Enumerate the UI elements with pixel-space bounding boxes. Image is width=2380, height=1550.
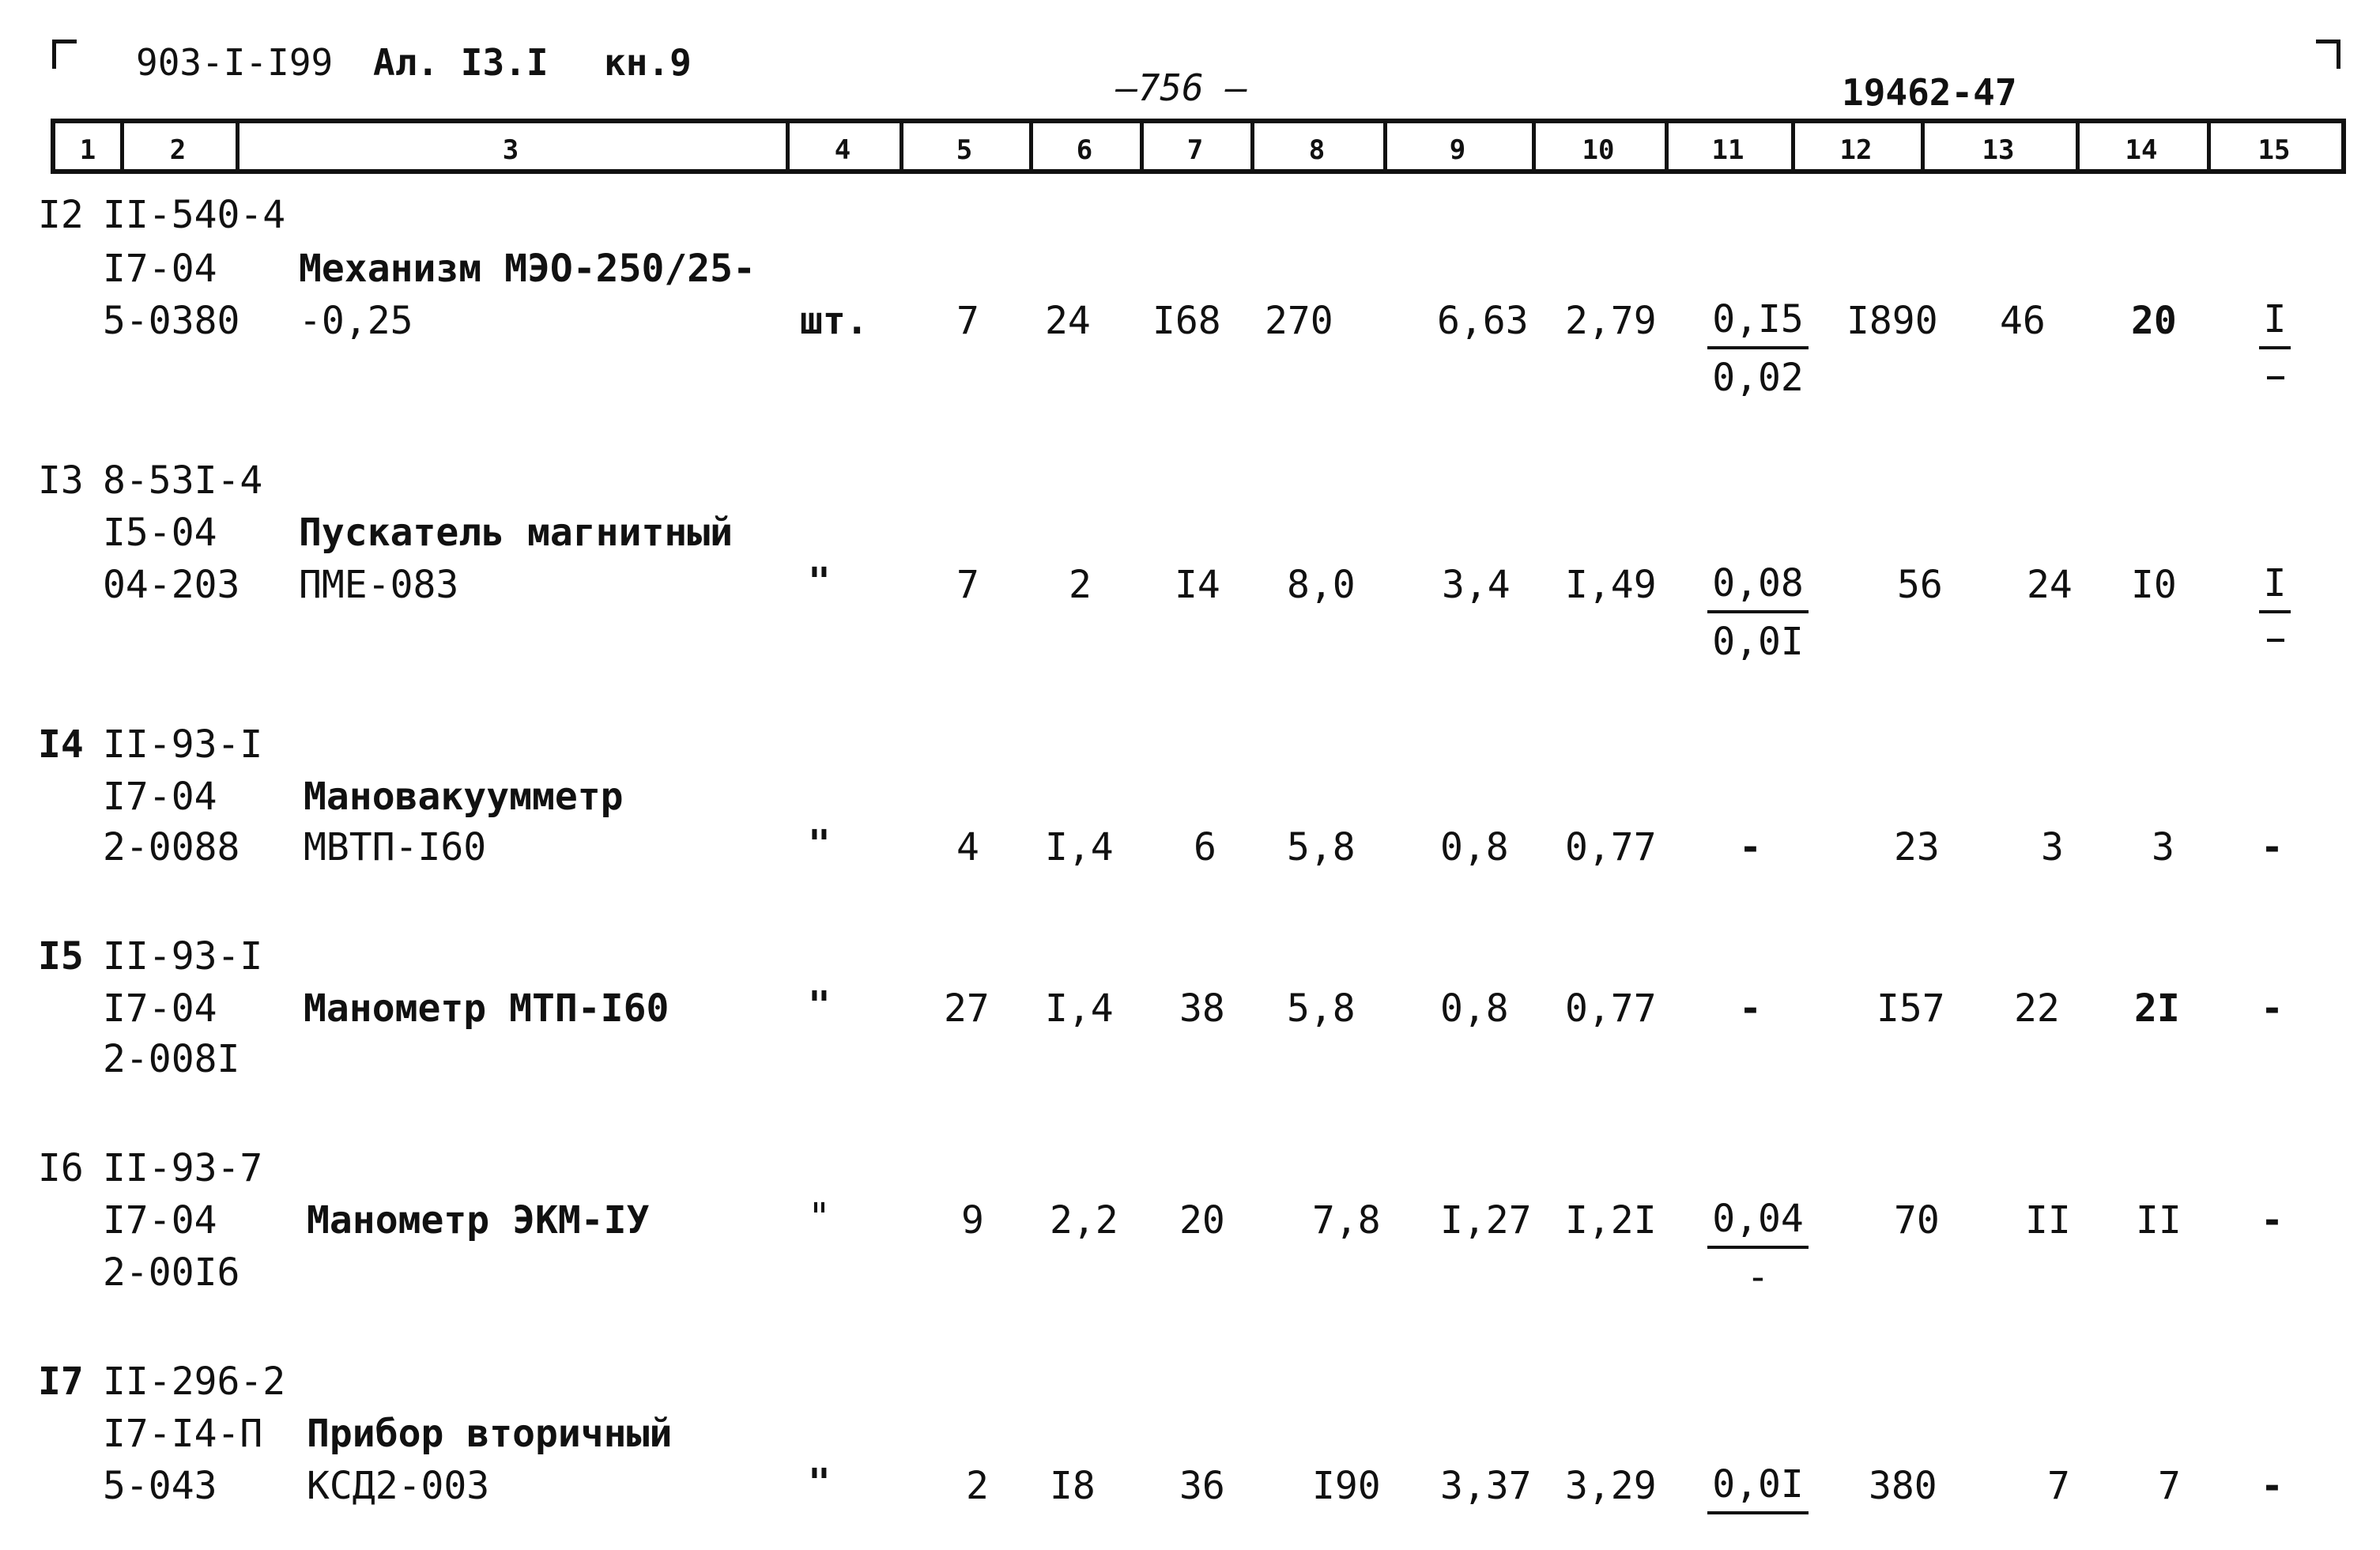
order-number: 19462-47 <box>1842 71 2017 114</box>
row-col6: I,4 <box>1045 825 1114 869</box>
row-name-2: -0,25 <box>299 299 413 343</box>
row-col8: 5,8 <box>1287 825 1356 869</box>
row-name-2: МВТП-I60 <box>304 825 487 869</box>
row-code-2: I7-04 <box>103 986 217 1031</box>
row-col8: 8,0 <box>1287 563 1356 607</box>
row-code-3: 04-203 <box>103 563 240 607</box>
row-number: I5 <box>38 934 84 979</box>
row-col7: I4 <box>1175 563 1220 607</box>
column-number: 12 <box>1839 134 1873 166</box>
row-code-3: 2-0088 <box>103 825 240 869</box>
row-col8: I90 <box>1312 1464 1381 1508</box>
row-number: I2 <box>38 193 84 237</box>
row-col15-fraction <box>2259 297 2291 349</box>
row-col14: 3 <box>2152 825 2174 869</box>
row-col5: 7 <box>956 299 979 343</box>
row-col15-value: I <box>2259 561 2291 613</box>
column-number: 10 <box>1582 134 1615 166</box>
row-number: I4 <box>38 722 84 767</box>
row-col12: 56 <box>1897 563 1943 607</box>
column-number: 14 <box>2125 134 2158 166</box>
column-number: 1 <box>79 134 96 166</box>
row-col7: I68 <box>1152 299 1221 343</box>
row-col6: 2,2 <box>1050 1198 1118 1243</box>
row-col13: 3 <box>2041 825 2064 869</box>
row-col15: - <box>2261 986 2284 1031</box>
row-col15: - <box>2261 1198 2284 1243</box>
column-number: 13 <box>1982 134 2015 166</box>
row-col5: 7 <box>956 563 979 607</box>
row-col9: 6,63 <box>1437 299 1529 343</box>
row-col15-dash <box>2267 639 2284 642</box>
row-code-2: I5-04 <box>103 511 217 555</box>
column-number: 8 <box>1308 134 1326 166</box>
row-number: I7 <box>38 1360 84 1404</box>
row-code-1: 8-53I-4 <box>103 458 263 503</box>
row-col5: 9 <box>961 1198 984 1243</box>
row-col7: 20 <box>1179 1198 1225 1243</box>
row-col15-value: I <box>2259 297 2291 349</box>
row-code-1: II-93-7 <box>103 1146 263 1190</box>
row-col14: I0 <box>2131 563 2177 607</box>
row-col9: 3,4 <box>1442 563 1511 607</box>
row-code-2: I7-04 <box>103 247 217 291</box>
row-col8: 7,8 <box>1312 1198 1381 1243</box>
row-code-2: I7-04 <box>103 775 217 819</box>
row-col7: 36 <box>1179 1464 1225 1508</box>
row-col12: I57 <box>1876 986 1945 1031</box>
row-col6: 2 <box>1069 563 1092 607</box>
row-name-1: Мановакуумметр <box>304 775 624 819</box>
row-col11-denominator: - <box>1746 1255 1770 1299</box>
row-col11-fraction <box>1707 1197 1809 1299</box>
row-col12: I890 <box>1846 299 1938 343</box>
row-col11-fraction <box>1707 561 1809 664</box>
row-unit: шт. <box>800 299 869 343</box>
row-col11-numerator: 0,I5 <box>1707 297 1809 349</box>
corner-mark-top-left <box>52 40 77 69</box>
row-code-3: 5-0380 <box>103 299 240 343</box>
row-col8: 5,8 <box>1287 986 1356 1031</box>
row-col6: I8 <box>1050 1464 1096 1508</box>
row-col10: 2,79 <box>1565 299 1657 343</box>
row-col13: 7 <box>2047 1464 2070 1508</box>
row-code-3: 5-043 <box>103 1464 217 1508</box>
row-col10: I,2I <box>1565 1198 1657 1243</box>
column-number: 6 <box>1076 134 1093 166</box>
row-col14: II <box>2136 1198 2182 1243</box>
column-number: 11 <box>1711 134 1744 166</box>
row-unit: " <box>808 1195 831 1239</box>
page-number: —756 — <box>1116 66 1248 109</box>
row-name-2: КСД2-003 <box>307 1464 490 1508</box>
row-unit: " <box>808 560 831 604</box>
row-code-2: I7-I4-П <box>103 1412 263 1456</box>
row-col6: I,4 <box>1045 986 1114 1031</box>
row-col15: - <box>2261 825 2284 869</box>
column-number: 4 <box>834 134 851 166</box>
doc-code: 903-I-I99 <box>136 41 334 84</box>
row-code-1: II-93-I <box>103 722 263 767</box>
row-col11: - <box>1739 986 1762 1031</box>
row-col11-numerator: 0,08 <box>1707 561 1809 613</box>
album-number: Ал. I3.I <box>373 41 549 84</box>
column-number: 3 <box>502 134 519 166</box>
row-code-1: II-296-2 <box>103 1360 286 1404</box>
row-col11-denominator: 0,02 <box>1712 356 1804 400</box>
row-col5: 4 <box>956 825 979 869</box>
row-col9: I,27 <box>1440 1198 1532 1243</box>
row-col13: 46 <box>2000 299 2046 343</box>
column-number: 2 <box>169 134 187 166</box>
row-code-2: I7-04 <box>103 1198 217 1243</box>
row-col7: 38 <box>1179 986 1225 1031</box>
row-col14: 2I <box>2134 986 2180 1031</box>
column-number: 7 <box>1186 134 1204 166</box>
row-col8: 270 <box>1265 299 1333 343</box>
row-col9: 0,8 <box>1440 986 1509 1031</box>
row-col7: 6 <box>1194 825 1216 869</box>
row-col9: 3,37 <box>1440 1464 1532 1508</box>
row-code-1: II-540-4 <box>103 193 286 237</box>
row-col15-fraction <box>2259 561 2291 613</box>
row-col15: - <box>2261 1464 2284 1508</box>
row-name-1: Механизм МЭО-250/25- <box>299 247 756 291</box>
row-col13: II <box>2025 1198 2071 1243</box>
row-col5: 2 <box>966 1464 989 1508</box>
column-number-bar <box>51 119 2346 174</box>
row-col10: I,49 <box>1565 563 1657 607</box>
row-col5: 27 <box>944 986 990 1031</box>
row-col10: 0,77 <box>1565 825 1657 869</box>
column-number: 15 <box>2257 134 2291 166</box>
row-code-1: II-93-I <box>103 934 263 979</box>
row-col11-denominator: 0,0I <box>1712 620 1804 664</box>
row-col15-dash <box>2267 376 2284 379</box>
row-name-1: Прибор вторичный <box>307 1412 673 1456</box>
row-unit: " <box>808 983 831 1028</box>
row-code-3: 2-008I <box>103 1037 240 1081</box>
row-col14: 7 <box>2158 1464 2181 1508</box>
row-col11: - <box>1739 825 1762 869</box>
row-col10: 0,77 <box>1565 986 1657 1031</box>
row-col12: 23 <box>1894 825 1940 869</box>
row-name-1: Манометр ЭКМ-IУ <box>307 1198 650 1243</box>
row-col11-numerator: 0,04 <box>1707 1197 1809 1249</box>
row-name-2: ПМЕ-083 <box>299 563 459 607</box>
book-number: кн.9 <box>604 41 692 84</box>
row-unit: " <box>808 822 831 866</box>
row-name-1: Пускатель магнитный <box>299 511 734 555</box>
row-number: I3 <box>38 458 84 503</box>
row-col11-fraction <box>1707 1462 1809 1514</box>
row-unit: " <box>808 1461 831 1505</box>
row-col13: 22 <box>2014 986 2060 1031</box>
row-col11-fraction <box>1707 297 1809 400</box>
row-col13: 24 <box>2027 563 2073 607</box>
row-number: I6 <box>38 1146 84 1190</box>
corner-mark-top-right <box>2316 40 2340 69</box>
row-col12: 380 <box>1869 1464 1937 1508</box>
row-col9: 0,8 <box>1440 825 1509 869</box>
row-code-3: 2-00I6 <box>103 1250 240 1295</box>
row-col11-numerator: 0,0I <box>1707 1462 1809 1514</box>
column-number: 9 <box>1449 134 1466 166</box>
row-col12: 70 <box>1894 1198 1940 1243</box>
row-col6: 24 <box>1045 299 1091 343</box>
column-number: 5 <box>956 134 973 166</box>
row-col14: 20 <box>2131 299 2177 343</box>
row-name-1: Манометр МТП-I60 <box>304 986 669 1031</box>
row-col10: 3,29 <box>1565 1464 1657 1508</box>
